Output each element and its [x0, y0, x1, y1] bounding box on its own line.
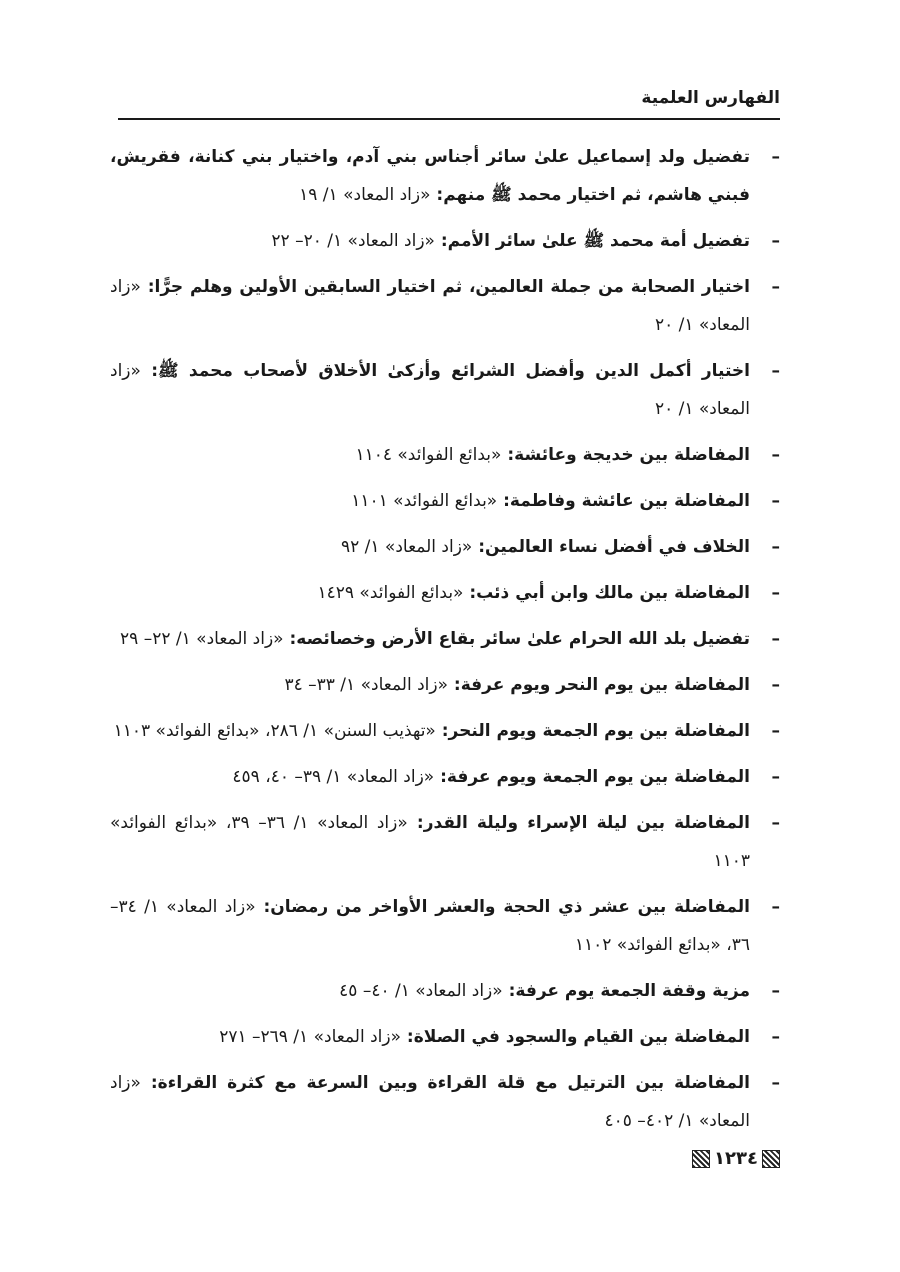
- entry-heading: اختيار أكمل الدين وأفضل الشرائع وأزكىٰ الأخلاق لأصحاب محمد ﷺ:: [140, 361, 750, 381]
- index-entry: [110, 352, 780, 428]
- dash-marker: –: [771, 537, 780, 557]
- entry-source: «زاد المعاد» ١/ ٢٠– ٢٢: [271, 231, 435, 251]
- entry-heading: المفاضلة بين عشر ذي الحجة والعشر الأواخر من رمضان:: [255, 897, 751, 917]
- index-entry: [110, 222, 780, 260]
- entry-source: «زاد المعاد» ١/ ١٩: [299, 185, 431, 205]
- index-entry: [110, 528, 780, 566]
- entry-heading: المفاضلة بين مالك وابن أبي ذئب:: [463, 583, 750, 603]
- dash-marker: –: [771, 361, 780, 381]
- dash-marker: –: [771, 675, 780, 695]
- entry-source: «بدائع الفوائد» ١٤٢٩: [317, 583, 464, 603]
- entry-heading: اختيار الصحابة من جملة العالمين، ثم اختيار السابقين الأولين وهلم جرًّا:: [140, 277, 750, 297]
- index-entry: [110, 138, 780, 214]
- entry-source: «زاد المعاد» ١/ ٢٢– ٢٩: [120, 629, 284, 649]
- index-entry: [110, 436, 780, 474]
- index-entry: [110, 620, 780, 658]
- entry-heading: المفاضلة بين يوم الجمعة ويوم عرفة:: [434, 767, 750, 787]
- entry-source: «زاد المعاد» ١/ ٣٩– ٤٠، ٤٥٩: [232, 767, 435, 787]
- entry-source: «زاد المعاد» ١/ ٤٠٢– ٤٠٥: [110, 1073, 750, 1131]
- dash-marker: –: [771, 147, 780, 167]
- entry-source: «زاد المعاد» ١/ ٢٦٩– ٢٧١: [219, 1027, 401, 1047]
- entry-heading: تفضيل بلد الله الحرام علىٰ سائر بقاع الأرض وخصائصه:: [283, 629, 750, 649]
- entry-source: «زاد المعاد» ١/ ٩٢: [340, 537, 473, 557]
- entry-heading: المفاضلة بين القيام والسجود في الصلاة:: [400, 1027, 750, 1047]
- entry-source: «زاد المعاد» ١/ ٣٦– ٣٩، «بدائع الفوائد» ١١٠٣: [110, 813, 750, 871]
- entry-source: «زاد المعاد» ١/ ٢٠: [110, 361, 750, 419]
- entry-heading: المفاضلة بين ليلة الإسراء وليلة القدر:: [407, 813, 751, 833]
- index-entry: [110, 888, 780, 964]
- entry-heading: مزية وقفة الجمعة يوم عرفة:: [502, 981, 750, 1001]
- index-entry: [110, 1064, 780, 1140]
- dash-marker: –: [771, 721, 780, 741]
- index-entry: [110, 482, 780, 520]
- entry-source: «تهذيب السنن» ١/ ٢٨٦، «بدائع الفوائد» ١١٠٣: [113, 721, 436, 741]
- ornament-icon: [692, 1150, 710, 1168]
- dash-marker: –: [771, 981, 780, 1001]
- entry-source: «زاد المعاد» ١/ ٤٠– ٤٥: [339, 981, 503, 1001]
- ornament-icon: [762, 1150, 780, 1168]
- entry-source: «زاد المعاد» ١/ ٢٠: [110, 277, 750, 335]
- entry-source: «بدائع الفوائد» ١١٠٤: [355, 445, 502, 465]
- entry-heading: تفضيل ولد إسماعيل علىٰ سائر أجناس بني آدم، واختيار بني كنانة، فقريش، فبني هاشم، ثم اختيار محمد ﷺ منهم:: [110, 147, 750, 205]
- index-entry: [110, 574, 780, 612]
- entry-heading: المفاضلة بين خديجة وعائشة:: [501, 445, 750, 465]
- index-entry: [110, 758, 780, 796]
- index-entry: [110, 804, 780, 880]
- dash-marker: –: [771, 1073, 780, 1093]
- dash-marker: –: [771, 491, 780, 511]
- entry-heading: الخلاف في أفضل نساء العالمين:: [472, 537, 750, 557]
- dash-marker: –: [771, 767, 780, 787]
- index-entries: [110, 138, 780, 1148]
- entry-heading: المفاضلة بين الترتيل مع قلة القراءة وبين السرعة مع كثرة القراءة:: [140, 1073, 750, 1093]
- dash-marker: –: [771, 1027, 780, 1047]
- dash-marker: –: [771, 897, 780, 917]
- index-entry: [110, 972, 780, 1010]
- entry-heading: المفاضلة بين عائشة وفاطمة:: [497, 491, 750, 511]
- entry-source: «زاد المعاد» ١/ ٣٤– ٣٦، «بدائع الفوائد» ١١٠٢: [110, 897, 750, 955]
- dash-marker: –: [771, 629, 780, 649]
- index-entry: [110, 268, 780, 344]
- dash-marker: –: [771, 445, 780, 465]
- entry-heading: المفاضلة بين يوم النحر ويوم عرفة:: [447, 675, 750, 695]
- page-number: ١٢٣٤: [714, 1148, 758, 1169]
- index-entry: [110, 666, 780, 704]
- index-entry: [110, 1018, 780, 1056]
- dash-marker: –: [771, 583, 780, 603]
- dash-marker: –: [771, 231, 780, 251]
- entry-source: «بدائع الفوائد» ١١٠١: [351, 491, 498, 511]
- index-entry: [110, 712, 780, 750]
- header-rule: [118, 118, 780, 120]
- dash-marker: –: [771, 277, 780, 297]
- entry-source: «زاد المعاد» ١/ ٣٣– ٣٤: [284, 675, 448, 695]
- entry-heading: المفاضلة بين يوم الجمعة ويوم النحر:: [435, 721, 750, 741]
- running-title: الفهارس العلمية: [641, 88, 780, 108]
- entry-heading: تفضيل أمة محمد ﷺ علىٰ سائر الأمم:: [434, 231, 750, 251]
- dash-marker: –: [771, 813, 780, 833]
- page-number-block: [692, 1148, 780, 1169]
